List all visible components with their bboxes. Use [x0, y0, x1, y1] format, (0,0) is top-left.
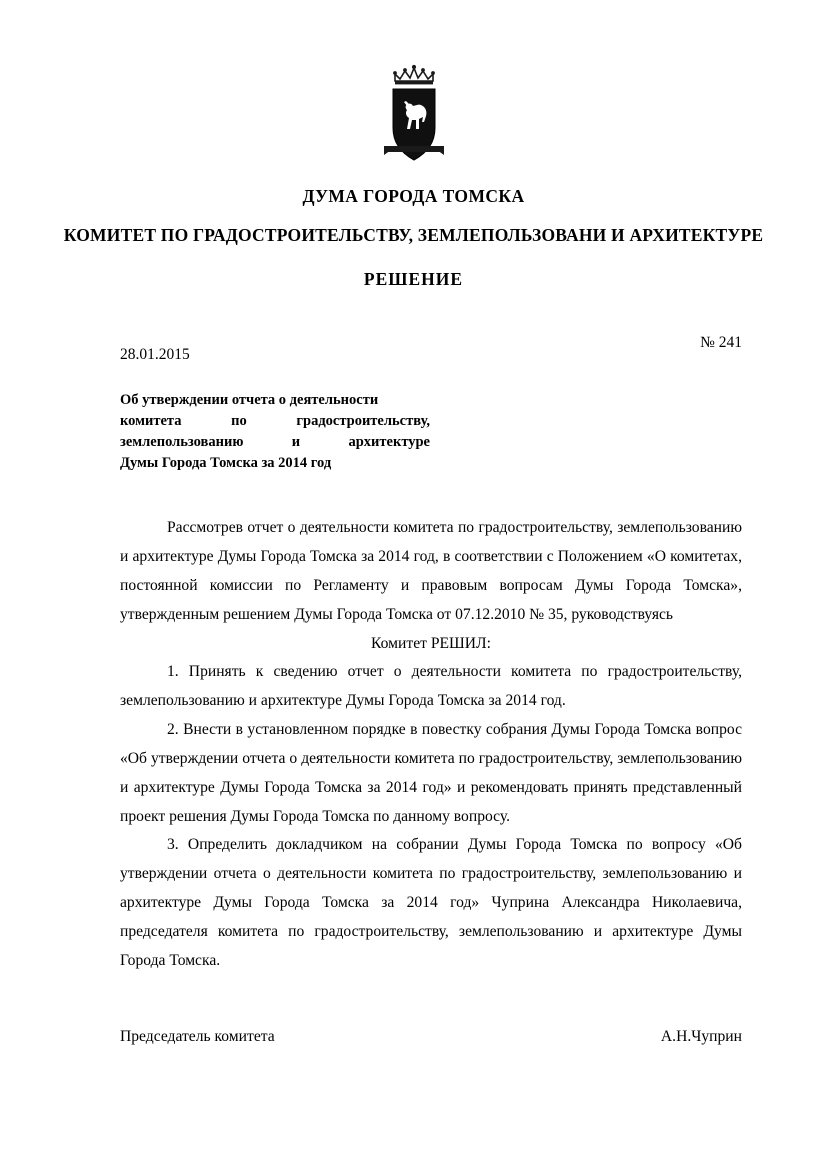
emblem-container: [0, 0, 827, 172]
subject-line-4: Думы Города Томска за 2014 год: [120, 455, 332, 472]
signature-role: Председатель комитета: [120, 1028, 275, 1045]
document-number: № 241: [700, 334, 742, 352]
signature-block: [120, 1028, 742, 1046]
preamble-paragraph: Рассмотрев отчет о деятельности комитета по градостроительству, землепользованию и архитектуре Думы Города Томска за 2014 год, в соответствии с Положением «О комитетах, постоянной комиссии по Регламенту и правовым вопросам Думы Города Томска», утвержденным решением Думы Города Томска от 07.12.2010 № 35, руководствуясь: [120, 519, 742, 623]
document-meta: [0, 334, 827, 368]
header-organization: ДУМА ГОРОДА ТОМСКА: [302, 186, 525, 206]
decision-item-3: 3. Определить докладчиком на собрании Думы Города Томска по вопросу «Об утверждении отчета о деятельности комитета по градостроительству, землепользованию и архитектуре Думы Города Томска за 2014 год» Чуприна Александра Николаевича, председателя комитета по градостроительству, землепользованию и архитектуре Думы Города Томска.: [120, 836, 742, 969]
coat-of-arms-tomsk-icon: [383, 62, 445, 172]
subject-line-2: комитета по градостроительству,: [120, 413, 430, 430]
signature-name: А.Н.Чуприн: [660, 1028, 742, 1045]
header-committee: КОМИТЕТ ПО ГРАДОСТРОИТЕЛЬСТВУ, ЗЕМЛЕПОЛЬЗОВАНИ И АРХИТЕКТУРЕ: [63, 225, 764, 245]
document-body: [120, 514, 742, 976]
document-header: [0, 186, 827, 290]
subject-line-3: землепользованию и архитектуре: [120, 434, 430, 451]
decision-heading: Комитет РЕШИЛ:: [371, 634, 491, 652]
subject-line-1: Об утверждении отчета о деятельности: [120, 392, 379, 409]
header-doctype: РЕШЕНИЕ: [363, 269, 464, 290]
decision-item-1: 1. Принять к сведению отчет о деятельности комитета по градостроительству, землепользованию и архитектуре Думы Города Томска за 2014 год.: [120, 663, 742, 710]
document-subject: [120, 390, 430, 474]
document-date: 28.01.2015: [120, 346, 190, 364]
decision-item-2: 2. Внести в установленном порядке в повестку собрания Думы Города Томска вопрос «Об утверждении отчета о деятельности комитета по градостроительству, землепользованию и архитектуре Думы Города Томска за 2014 год» и рекомендовать принять представленный проект решения Думы Города Томска по данному вопросу.: [120, 721, 742, 825]
